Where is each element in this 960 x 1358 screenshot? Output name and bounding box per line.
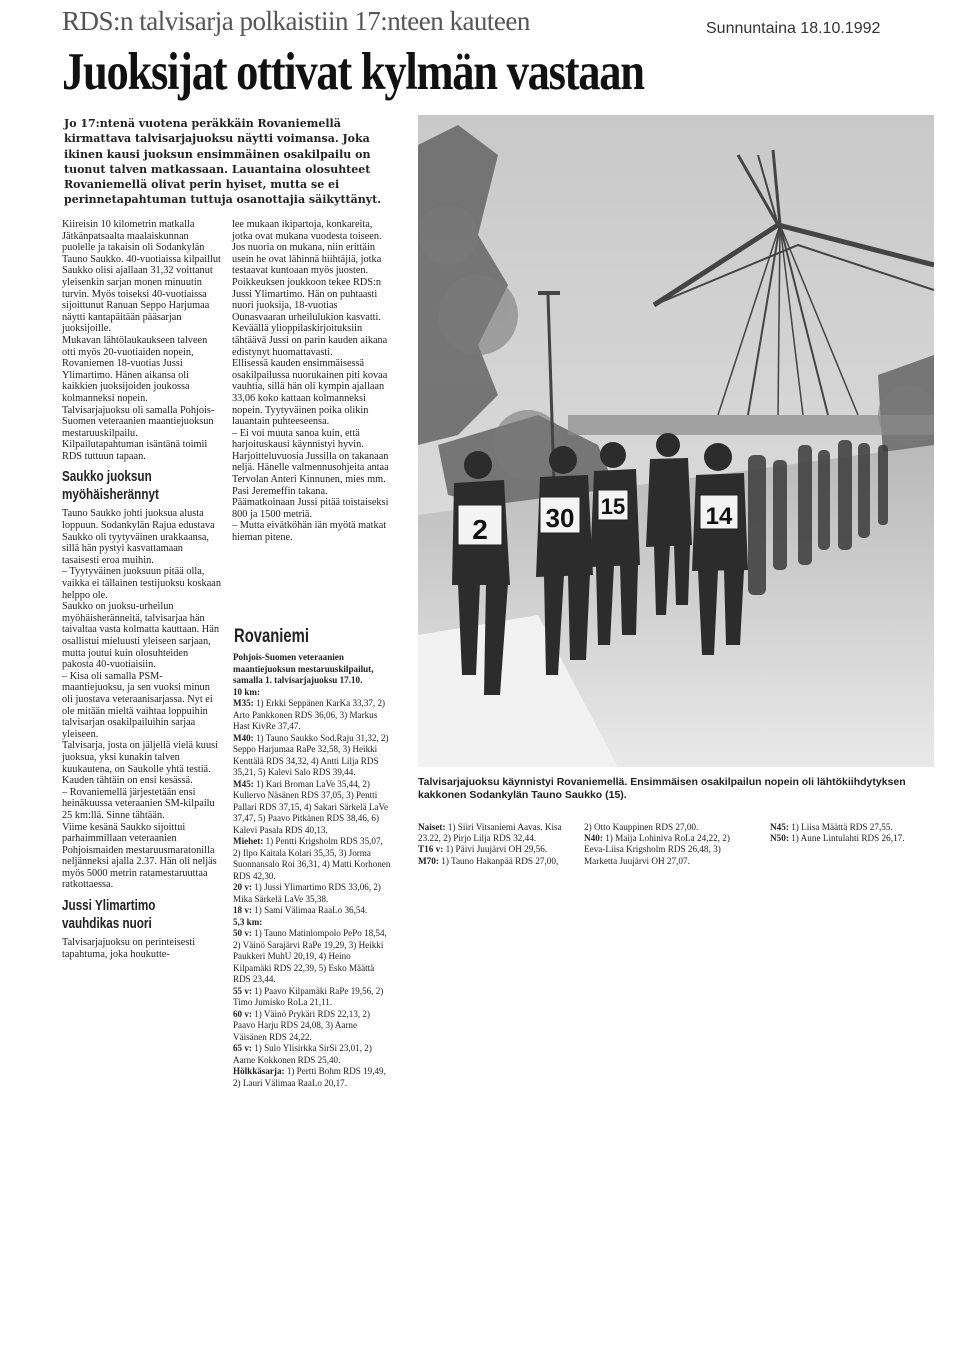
result-line — [770, 822, 940, 833]
result-line — [233, 1043, 391, 1066]
result-label: 60 v: — [233, 1008, 252, 1019]
paragraph: Kiireisin 10 kilometrin matkalla Jätkänpatsaalta maalaiskunnan puolelle ja takaisin oli Sodankylän Tauno Saukko. 40-vuotiaissa kilpaillut Saukko olisi ajallaan 31,32 voittanut yleisenkin sarjan monen minuutin turvin. Myös toiseksi 40-vuotiaissa sijoittunut Ranuan Seppo Harjumaa näytti kantapäitään pääsarjan juoksijoille. — [62, 219, 221, 335]
headline: Juoksijat ottivat kylmän vastaan — [62, 43, 644, 101]
photo-caption: Talvisarjajuoksu käynnistyi Rovaniemellä. Ensimmäisen osakilpailun nopein oli lähtökiihdytyksen kakkonen Sodankylän Tauno Saukko (15). — [418, 776, 906, 801]
result-line — [233, 882, 391, 905]
result-label: N50: — [770, 833, 789, 844]
result-text: 1) Tauno Hakanpää RDS 27,00, — [441, 855, 559, 866]
article-column-2 — [232, 219, 390, 544]
result-line — [233, 687, 391, 699]
result-text: 1) Tauno Saukko Sod.Raju 31,32, 2) Seppo Harjumaa RaPe 32,58, 3) Heikki Kenttälä RDS 34,32, 4) Antti Lilja RDS 35,21, 5) Kalevi Salo RDS 39,44. — [233, 732, 389, 777]
paragraph: Viime kesänä Saukko sijoittui parhaimmillaan veteraanien Pohjoismaiden mestaruusmaratonilla neljänneksi ajalla 2.37. Hän oli neljäs myös 5000 metrin ratamestaruuttaa ratkottaessa. — [62, 821, 217, 891]
paragraph: – Mutta eivätköhän iän myötä matkat hieman pitene. — [232, 520, 387, 544]
result-text: 1) Kari Broman LaVe 35,44, 2) Kullervo Näsänen RDS 37,05, 3) Pentti Pallari RDS 37,15, 4) Sakari Särkelä LaVe 37,47, 5) Paavo Pitkänen RDS 38,46, 6) Kalevi Pasala RDS 40,13. — [233, 778, 389, 835]
results-list-2 — [418, 822, 570, 867]
result-line — [233, 1066, 391, 1089]
result-label: Miehet: — [233, 836, 264, 846]
result-text: 1) Aune Lintulahti RDS 26,17. — [791, 833, 905, 844]
result-text: 1) Maija Lohiniva RoLa 24,22, 2) Eeva-Liisa Krigsholm RDS 26,48, 3) Marketta Juujärvi OH 27,07. — [584, 833, 730, 866]
paragraph: Mukavan lähtölaukaukseen talveen otti myös 20-vuotiaiden nopein, Rovaniemen 18-vuotias Jussi Ylimartimo. Hänen aikansa oli kaikkien juoksijoiden joukossa kolmanneksi nopein. — [62, 334, 208, 404]
article-column-1 — [62, 219, 222, 960]
result-label: 50 v: — [233, 928, 252, 938]
result-line — [233, 779, 391, 837]
results-list-3 — [584, 822, 746, 867]
result-line — [233, 836, 391, 882]
result-text: 1) Päivi Juujärvi OH 29,56. — [445, 844, 548, 855]
result-text: 1) Tauno Matinlompolo PePo 18,54, 2) Väinö Sarajärvi RaPe 19,29, 3) Heikki Paukkeri MuhU 20,19, 4) Heino Kilpamäki RDS 22,39, 5) Esko Määttä RDS 23,44. — [233, 928, 387, 984]
result-text: 2) Otto Kauppinen RDS 27,00. — [584, 822, 699, 832]
result-label: M40: — [233, 732, 254, 743]
result-label: N45: — [770, 822, 789, 832]
lead-paragraph: Jo 17:ntenä vuotena peräkkäin Rovaniemellä kirmattava talvisarjajuoksu näytti voimansa. Joka ikinen kausi juoksun ensimmäinen osakilpailu on tuonut talven matkassaan. Lauantaina olosuhteet Rovaniemellä olivat perin hyiset, mutta se ei perinnetapahtuman tuttuja osanottajia säikyttänyt. — [64, 117, 382, 207]
result-line — [584, 822, 746, 833]
subheading: Jussi Ylimartimo vauhdikas nuori — [62, 897, 156, 933]
result-line — [233, 698, 391, 733]
result-text: 1) Sami Välimaa RaaLo 36,54. — [254, 905, 368, 915]
bib-number: 30 — [545, 503, 575, 533]
result-label: 55 v: — [233, 985, 252, 996]
result-line — [233, 652, 391, 687]
paragraph: Saukko on juoksu-urheilun myöhäisheränneitä, talvisarjaa hän taivaltaa vasta kolmatta kauttaan. Hän osallistui mieluusti yleiseen sarjaan, mutta joutui kuin olosuhteiden pakosta 40-vuotiaisiin. — [62, 601, 219, 671]
result-text: 1) Jussi Ylimartimo RDS 33,06, 2) Mika Särkelä LaVe 35,38. — [233, 882, 381, 904]
results-heading: Rovaniemi — [234, 626, 309, 647]
result-label: Naiset: — [418, 822, 446, 832]
result-line — [418, 844, 570, 855]
results-list-4 — [770, 822, 940, 844]
result-label: Hölkkäsarja: — [233, 1066, 285, 1076]
result-label: 20 v: — [233, 882, 252, 892]
result-line — [233, 1009, 391, 1044]
bib-number: 2 — [472, 514, 488, 545]
result-text: 1) Sulo Ylisirkka SirSi 23,01, 2) Aarne Kokkonen RDS 25,40. — [233, 1043, 372, 1065]
result-label: Pohjois-Suomen veteraanien maantiejuoksun mestaruuskilpailut, samalla 1. talvisarjajuoksu 17.10. — [233, 652, 374, 685]
paragraph: lee mukaan ikipartoja, konkareita, jotka ovat mukana vuodesta toiseen. Jos nuoria on mukana, niin erittäin usein he ovat lähinnä hiihtäjiä, jotka testaavat kuntoaan myös juosten. — [232, 219, 382, 277]
result-label: N40: — [584, 833, 603, 844]
result-text: 1) Liisa Määttä RDS 27,55. — [791, 822, 893, 832]
result-text: 1) Erkki Seppänen KarKa 33,37, 2) Arto Pankkonen RDS 36,06, 3) Markus Hast KivRe 37,47. — [233, 698, 386, 731]
bib-number: 14 — [705, 503, 733, 530]
result-label: 5,3 km: — [233, 916, 263, 927]
result-text: 1) Väinö Prykäri RDS 22,13, 2) Paavo Harju RDS 24,08, 3) Aarne Väisänen RDS 24,22. — [233, 1008, 371, 1042]
result-line — [418, 856, 570, 867]
result-text: 1) Paavo Kilpamäki RaPe 19,56, 2) Timo Jumisko RoLa 21,11. — [233, 985, 384, 1007]
result-text: 1) Pentti Krigsholm RDS 35,07, 2) Ilpo Kaitala Kolari 35,35, 3) Jorma Suonnansalo Roi 36,31, 4) Matti Korhonen RDS 42,30. — [233, 836, 391, 881]
race-photo-illustration — [418, 115, 934, 767]
subheading: Saukko juoksun myöhäisherännyt — [62, 468, 159, 504]
paragraph: Talvisarjajuoksu oli samalla Pohjois-Suomen veteraanien maantiejuoksun mestaruuskilpailu. Kilpailutapahtuman isäntänä toimii RDS tuttuun tapaan. — [62, 404, 215, 462]
result-label: T16 v: — [418, 844, 444, 855]
paragraph: – Ei voi muuta sanoa kuin, että harjoituskausi käynnistyi hyvin. Harjoitteluvuosia Jussilla on takanaan neljä. Hänelle valmennusohjeita antaa Tervolan Anteri Kinnunen, mies mm. Pasi Jeremeffin takana. Päämatkoinaan Jussi pitää toistaiseksi 800 ja 1500 metriä. — [232, 427, 389, 520]
paragraph: Poikkeuksen joukkoon tekee RDS:n Jussi Ylimartimo. Hän on puhtaasti nuori juoksija, 18-vuotias Ounasvaaran urheilulukion kasvatti. Keväällä ylioppilaskirjoituksiin tähtäävä Jussi on parin kauden aikana edistynyt huomattavasti. — [232, 276, 388, 358]
date-line: Sunnuntaina 18.10.1992 — [706, 20, 881, 37]
result-text: 1) Siiri Vitsaniemi Aavas. Kisa 23.22, 2) Pirjo Lilja RDS 32,44. — [418, 822, 562, 844]
result-line — [584, 833, 746, 867]
result-text: 1) Pertti Bohm RDS 19,49, 2) Lauri Välimaa RaaLo 20,17. — [233, 1066, 386, 1088]
result-line — [418, 822, 570, 844]
result-line — [233, 917, 391, 929]
result-line — [233, 928, 391, 986]
race-photo — [418, 115, 934, 767]
kicker: RDS:n talvisarja polkaistiin 17:nteen kauteen — [62, 6, 530, 36]
paragraph: Talvisarjajuoksu on perinteisesti tapahtuma, joka houkutte- — [62, 937, 196, 960]
results-list — [233, 652, 391, 1089]
result-label: 18 v: — [233, 905, 252, 915]
result-line — [233, 733, 391, 779]
result-line — [770, 833, 940, 844]
paragraph: Tauno Saukko johti juoksua alusta loppuun. Sodankylän Rajua edustava Saukko oli tyytyväinen urakkaansa, sillä hän pystyi kasvattamaan tasaisesti eroa muihin. — [62, 508, 215, 566]
result-line — [233, 986, 391, 1009]
paragraph: – Rovaniemellä järjestetään ensi heinäkuussa veteraanien SM-kilpailu 25 km:llä. Sinne tähtään. — [62, 786, 215, 821]
paragraph: – Tyytyväinen juoksuun pitää olla, vaikka ei tällainen testijuoksu koskaan helppo ole. — [62, 566, 221, 601]
result-line — [233, 905, 391, 917]
paragraph: Talvisarja, josta on jäljellä vielä kuusi juoksua, yksi kunakin talven kuukautena, on Saukolle yhtä testiä. Kauden tähtäin on ensi kesässä. — [62, 740, 218, 787]
result-label: 10 km: — [233, 686, 261, 697]
paragraph: Ellisessä kauden ensimmäisessä osakilpailussa nuorukainen piti kovaa vauhtia, sillä hän oli kympin ajallaan 33,06 koko kattaan kolmanneksi nopein. Tyytyväinen poika olikin lauantain puhteeseensa. — [232, 358, 388, 428]
bib-number: 15 — [600, 494, 626, 519]
result-label: 65 v: — [233, 1043, 252, 1053]
result-label: M70: — [418, 855, 439, 866]
result-label: M35: — [233, 698, 254, 708]
paragraph: – Kisa oli samalla PSM-maantiejuoksu, ja sen vuoksi minun oli juostava veteraanisarjassa. Nyt ei ole mitään mieltä vaihtaa loppuihin talvisarjan osakilpailuihin sarjaa yleiseen. — [62, 670, 213, 740]
result-label: M45: — [233, 778, 254, 789]
